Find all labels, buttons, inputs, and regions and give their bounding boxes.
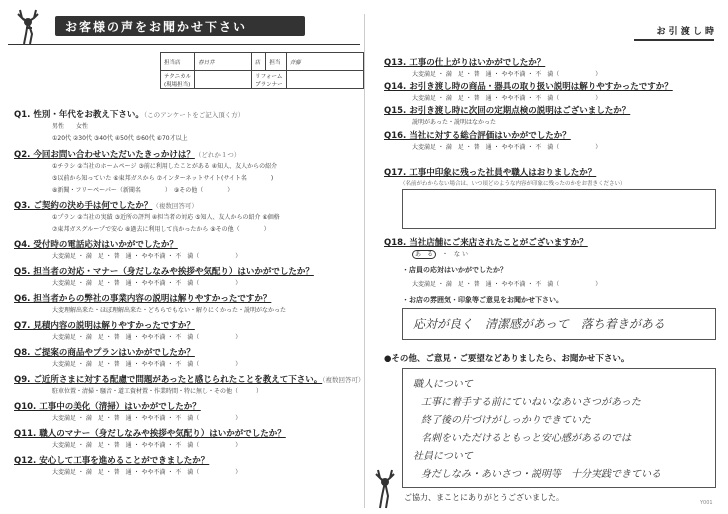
q15-options[interactable]: 説明があった・説明はなかった [412, 119, 496, 126]
q5-rating[interactable]: 大変満足 ・ 満 足 ・ 普 通 ・ やや不満 ・ 不 満（ ） [52, 280, 242, 287]
q18-rating[interactable]: 大変満足 ・ 満 足 ・ 普 通 ・ やや不満 ・ 不 満（ ） [412, 281, 602, 288]
survey-title-banner [55, 16, 305, 36]
q7-question: Q7. 見積内容の説明は解りやすかったですか？ [14, 321, 195, 331]
q18-sub1: ・店員の応対はいかがでしたか？ [402, 266, 507, 274]
deer-logo-icon [368, 466, 402, 510]
q11-rating[interactable]: 大変満足 ・ 満 足 ・ 普 通 ・ やや不満 ・ 不 満（ ） [52, 442, 242, 449]
q9-question: Q9. ご近所さまに対する配慮で問題があったと感じられたことを教えて下さい。（複数回答可） [14, 375, 365, 385]
other-line: 社員について [413, 451, 473, 462]
q6-question: Q6. 担当者からの弊社の事業内容の説明は解りやすかったですか？ [14, 294, 272, 304]
q17-answer-box[interactable] [402, 189, 716, 229]
q16-rating[interactable]: 大変満足 ・ 満 足 ・ 普 通 ・ やや不満 ・ 不 満（ ） [412, 144, 602, 151]
form-code: Y001 [700, 500, 713, 506]
q13-rating[interactable]: 大変満足 ・ 満 足 ・ 普 通 ・ やや不満 ・ 不 満（ ） [412, 71, 602, 78]
q17-note: （名前がわからない場合は、いつ頃どのような内容が印象に残ったのかをお書きください） [400, 181, 626, 187]
q4-rating[interactable]: 大変満足 ・ 満 足 ・ 普 通 ・ やや不満 ・ 不 満（ ） [52, 253, 242, 260]
q7-rating[interactable]: 大変満足 ・ 満 足 ・ 普 通 ・ やや不満 ・ 不 満（ ） [52, 334, 242, 341]
q3-options-line2[interactable]: ⑦東邦ガスグループで安心 ⑧過去に利用して良かったから ⑨その他（ ） [52, 226, 270, 233]
q18-answer-box[interactable] [402, 308, 716, 340]
q8-rating[interactable]: 大変満足 ・ 満 足 ・ 普 通 ・ やや不満 ・ 不 満（ ） [52, 361, 242, 368]
staff-reform-label: リフォーム プランナー [252, 71, 287, 89]
q1-gender[interactable]: 男性 女性 [52, 123, 89, 130]
other-line: 工事に着手する前にていねいなあいさつがあった [421, 397, 641, 408]
q6-options[interactable]: 大変理解出来た・ほぼ理解出来た・どちらでもない・解りにくかった・説明がなかった [52, 307, 286, 314]
q13-question: Q13. 工事の仕上がりはいかがでしたか？ [384, 58, 546, 68]
q9-options[interactable]: 駐車位置・清掃・騒音・道工資材置・作業時間・特に無し・その他（ ） [52, 388, 263, 395]
q14-question: Q14. お引き渡し時の商品・器具の取り扱い説明は解りやすかったですか？ [384, 82, 673, 92]
q8-question: Q8. ご提案の商品やプランはいかがでしたか？ [14, 348, 195, 358]
other-line: 名刺をいただけるともっと安心感があるのでは [421, 433, 631, 444]
deer-logo-icon [6, 6, 50, 46]
q18-options[interactable]: あ る ・ な い [412, 249, 468, 258]
q3-options-line1[interactable]: ①プラン ②当社の実績 ③近所の評判 ④担当者の対応 ⑤知人、友人からの紹介 ⑥価格 [52, 214, 280, 221]
q5-question: Q5. 担当者の対応・マナー（身だしなみや挨拶や気配り）はいかがでしたか？ [14, 267, 314, 277]
staff-sales-label: 担当店 [161, 53, 195, 71]
staff-name-value: 斉藤 [286, 53, 363, 71]
q12-question: Q12. 安心して工事を進めることができましたか？ [14, 456, 210, 466]
q1-question: Q1. 性別・年代をお教え下さい。（このアンケートをご記入頂く方） [14, 110, 245, 120]
q15-question: Q15. お引き渡し時に次回の定期点検の説明はございましたか？ [384, 106, 631, 116]
q1-ages[interactable]: ①20代 ②30代 ③40代 ④50代 ⑤60代 ⑥70才以上 [52, 135, 188, 142]
q14-rating[interactable]: 大変満足 ・ 満 足 ・ 普 通 ・ やや不満 ・ 不 満（ ） [412, 95, 602, 102]
staff-sales-value: 春日井 [195, 53, 252, 71]
q2-options-line3[interactable]: ⑧新聞・フリーペーパー（新聞名 ） ⑨その他（ ） [52, 187, 234, 194]
q10-rating[interactable]: 大変満足 ・ 満 足 ・ 普 通 ・ やや不満 ・ 不 満（ ） [52, 415, 242, 422]
q12-rating[interactable]: 大変満足 ・ 満 足 ・ 普 通 ・ やや不満 ・ 不 満（ ） [52, 469, 242, 476]
staff-store-label: 店 [252, 53, 266, 71]
q2-options-line2[interactable]: ⑤以前から知っていた ⑥東邦ガスから ⑦インターネットサイト(サイト名 ) [52, 175, 274, 182]
page-divider [364, 14, 365, 508]
q4-question: Q4. 受付時の電話応対はいかがでしたか？ [14, 240, 178, 250]
q2-question: Q2. 今回お問い合わせいただいたきっかけは？（どれか１つ） [14, 150, 241, 160]
q18-handwritten-answer: 応対が良く 清潔感があって 落ち着きがある [413, 317, 665, 331]
other-line: 職人について [413, 379, 473, 390]
thanks-text: ご協力、まことにありがとうございました。 [404, 493, 564, 502]
other-line: 終了後の片づけがしっかりできていた [421, 415, 591, 426]
staff-tech-label: テクニカル (現場担当) [161, 71, 195, 89]
q11-question: Q11. 職人のマナー（身だしなみや挨拶や気配り）はいかがでしたか？ [14, 429, 286, 439]
staff-table [160, 52, 364, 89]
q16-question: Q16. 当社に対する総合評価はいかがでしたか？ [384, 131, 571, 141]
q18-sub2: ・お店の雰囲気・印象等ご意見をお聞かせ下さい。 [402, 296, 563, 304]
q3-question: Q3. ご契約の決め手は何でしたか？（複数回答可） [14, 201, 198, 211]
handover-title: お 引 渡 し 時 [634, 24, 714, 41]
staff-store2-label: 担当 [266, 53, 286, 71]
q2-options-line1[interactable]: ①チラシ ②当社のホームページ ③前に利用したことがある ④知人、友人からの紹介 [52, 163, 278, 170]
divider [8, 44, 360, 45]
q17-question: Q17. 工事中印象に残った社員や職人はおりましたか？ [384, 168, 597, 178]
page-title: お客様の声をお聞かせ下さい [65, 19, 248, 34]
other-answer-box[interactable] [402, 368, 716, 488]
other-question: ●その他、ご意見・ご要望などありましたら、お聞かせ下さい。 [384, 354, 630, 364]
q18-question: Q18. 当社店舗にご来店されたことがございますか？ [384, 238, 588, 248]
q10-question: Q10. 工事中の美化（清掃）はいかがでしたか？ [14, 402, 201, 412]
other-line: 身だしなみ・あいさつ・説明等 十分実践できている [421, 469, 661, 480]
